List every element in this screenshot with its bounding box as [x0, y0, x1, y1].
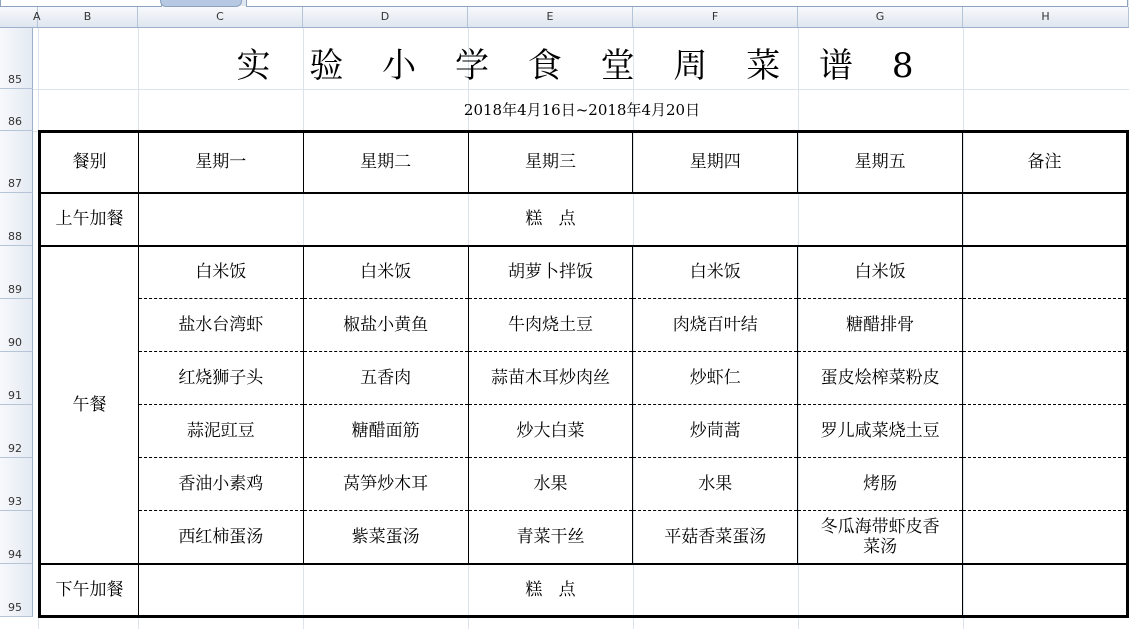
lunch-dish-cell[interactable]: 红烧狮子头	[138, 352, 303, 405]
lunch-dish-cell[interactable]: 平菇香菜蛋汤	[633, 511, 798, 564]
column-header-f[interactable]: F	[633, 7, 798, 27]
lunch-dish-cell[interactable]: 白米饭	[633, 246, 798, 299]
lunch-notes-cell[interactable]	[963, 458, 1128, 511]
lunch-dish-cell[interactable]: 糖醋面筋	[303, 405, 468, 458]
lunch-dish-cell[interactable]: 盐水台湾虾	[138, 299, 303, 352]
row-header-94[interactable]: 94	[0, 511, 33, 564]
formula-input[interactable]	[246, 0, 1128, 7]
column-header-g[interactable]: G	[798, 7, 963, 27]
lunch-dish-cell[interactable]: 白米饭	[138, 246, 303, 299]
table-header-row	[40, 132, 1128, 193]
row-header-92[interactable]: 92	[0, 405, 33, 458]
row-header-91[interactable]: 91	[0, 352, 33, 405]
name-box[interactable]	[0, 0, 162, 7]
lunch-dish-cell[interactable]: 水果	[468, 458, 633, 511]
formula-value	[251, 0, 287, 1]
row-header-93[interactable]: 93	[0, 458, 33, 511]
afternoon-snack-label[interactable]: 下午加餐	[40, 564, 139, 617]
lunch-dish-cell[interactable]: 莴笋炒木耳	[303, 458, 468, 511]
table-row	[40, 511, 1128, 564]
morning-snack-label[interactable]: 上午加餐	[40, 193, 139, 246]
table-row	[40, 458, 1128, 511]
lunch-notes-cell[interactable]	[963, 246, 1128, 299]
row-header-85[interactable]: 85	[0, 28, 33, 89]
table-row	[40, 352, 1128, 405]
column-header-e[interactable]: E	[468, 7, 633, 27]
lunch-dish-cell[interactable]: 五香肉	[303, 352, 468, 405]
row-header-87[interactable]: 87	[0, 131, 33, 193]
morning-snack-row	[40, 193, 1128, 246]
lunch-dish-cell[interactable]: 水果	[633, 458, 798, 511]
afternoon-snack-value[interactable]: 糕 点	[138, 564, 962, 617]
table-row	[40, 299, 1128, 352]
row-header-88[interactable]: 88	[0, 193, 33, 246]
afternoon-snack-row	[40, 564, 1128, 617]
lunch-dish-cell[interactable]: 西红柿蛋汤	[138, 511, 303, 564]
table-row	[40, 405, 1128, 458]
weekly-menu-table	[38, 130, 1129, 618]
row-header-89[interactable]: 89	[0, 246, 33, 299]
lunch-dish-cell[interactable]: 炒茼蒿	[633, 405, 798, 458]
lunch-dish-cell[interactable]: 香油小素鸡	[138, 458, 303, 511]
table-row	[40, 246, 1128, 299]
morning-snack-notes[interactable]	[963, 193, 1128, 246]
lunch-label[interactable]: 午餐	[40, 246, 139, 564]
lunch-dish-cell[interactable]: 胡萝卜拌饭	[468, 246, 633, 299]
lunch-dish-cell[interactable]: 牛肉烧土豆	[468, 299, 633, 352]
date-range: 2018年4月16日~2018年4月20日	[463, 101, 701, 119]
column-header-h[interactable]: H	[963, 7, 1129, 27]
lunch-notes-cell[interactable]	[963, 511, 1128, 564]
lunch-notes-cell[interactable]	[963, 299, 1128, 352]
lunch-dish-cell[interactable]: 炒大白菜	[468, 405, 633, 458]
lunch-dish-cell[interactable]: 冬瓜海带虾皮香菜汤	[798, 511, 963, 564]
lunch-dish-cell[interactable]: 青菜干丝	[468, 511, 633, 564]
lunch-dish-cell[interactable]: 肉烧百叶结	[633, 299, 798, 352]
header-meal-type[interactable]: 餐别	[40, 132, 139, 193]
morning-snack-value[interactable]: 糕 点	[138, 193, 962, 246]
afternoon-snack-notes[interactable]	[963, 564, 1128, 617]
formula-divider	[160, 0, 242, 7]
lunch-dish-cell[interactable]: 蒜泥豇豆	[138, 405, 303, 458]
lunch-dish-cell[interactable]: 蒜苗木耳炒肉丝	[468, 352, 633, 405]
lunch-notes-cell[interactable]	[963, 405, 1128, 458]
lunch-dish-cell[interactable]: 紫菜蛋汤	[303, 511, 468, 564]
column-header-bar	[0, 7, 1129, 28]
lunch-notes-cell[interactable]	[963, 352, 1128, 405]
row-header-95[interactable]: 95	[0, 564, 33, 617]
column-header-d[interactable]: D	[303, 7, 468, 27]
header-friday[interactable]: 星期五	[798, 132, 963, 193]
menu-title: 实 验 小 学 食 堂 周 菜 谱 8	[236, 46, 928, 86]
lunch-dish-cell[interactable]: 烤肠	[798, 458, 963, 511]
lunch-dish-cell[interactable]: 白米饭	[798, 246, 963, 299]
lunch-dish-cell[interactable]: 炒虾仁	[633, 352, 798, 405]
column-header-c[interactable]: C	[138, 7, 303, 27]
header-thursday[interactable]: 星期四	[633, 132, 798, 193]
lunch-dish-cell[interactable]: 糖醋排骨	[798, 299, 963, 352]
lunch-dish-cell[interactable]: 白米饭	[303, 246, 468, 299]
lunch-dish-cell[interactable]: 椒盐小黄鱼	[303, 299, 468, 352]
row-header-86[interactable]: 86	[0, 89, 33, 131]
column-header-b[interactable]: B	[38, 7, 138, 27]
lunch-dish-cell[interactable]: 罗儿咸菜烧土豆	[798, 405, 963, 458]
formula-bar-strip	[0, 0, 1129, 6]
header-wednesday[interactable]: 星期三	[468, 132, 633, 193]
row-header-90[interactable]: 90	[0, 299, 33, 352]
column-header-a[interactable]: A	[33, 7, 38, 27]
lunch-dish-cell[interactable]: 蛋皮烩榨菜粉皮	[798, 352, 963, 405]
header-notes[interactable]: 备注	[963, 132, 1128, 193]
header-tuesday[interactable]: 星期二	[303, 132, 468, 193]
header-monday[interactable]: 星期一	[138, 132, 303, 193]
